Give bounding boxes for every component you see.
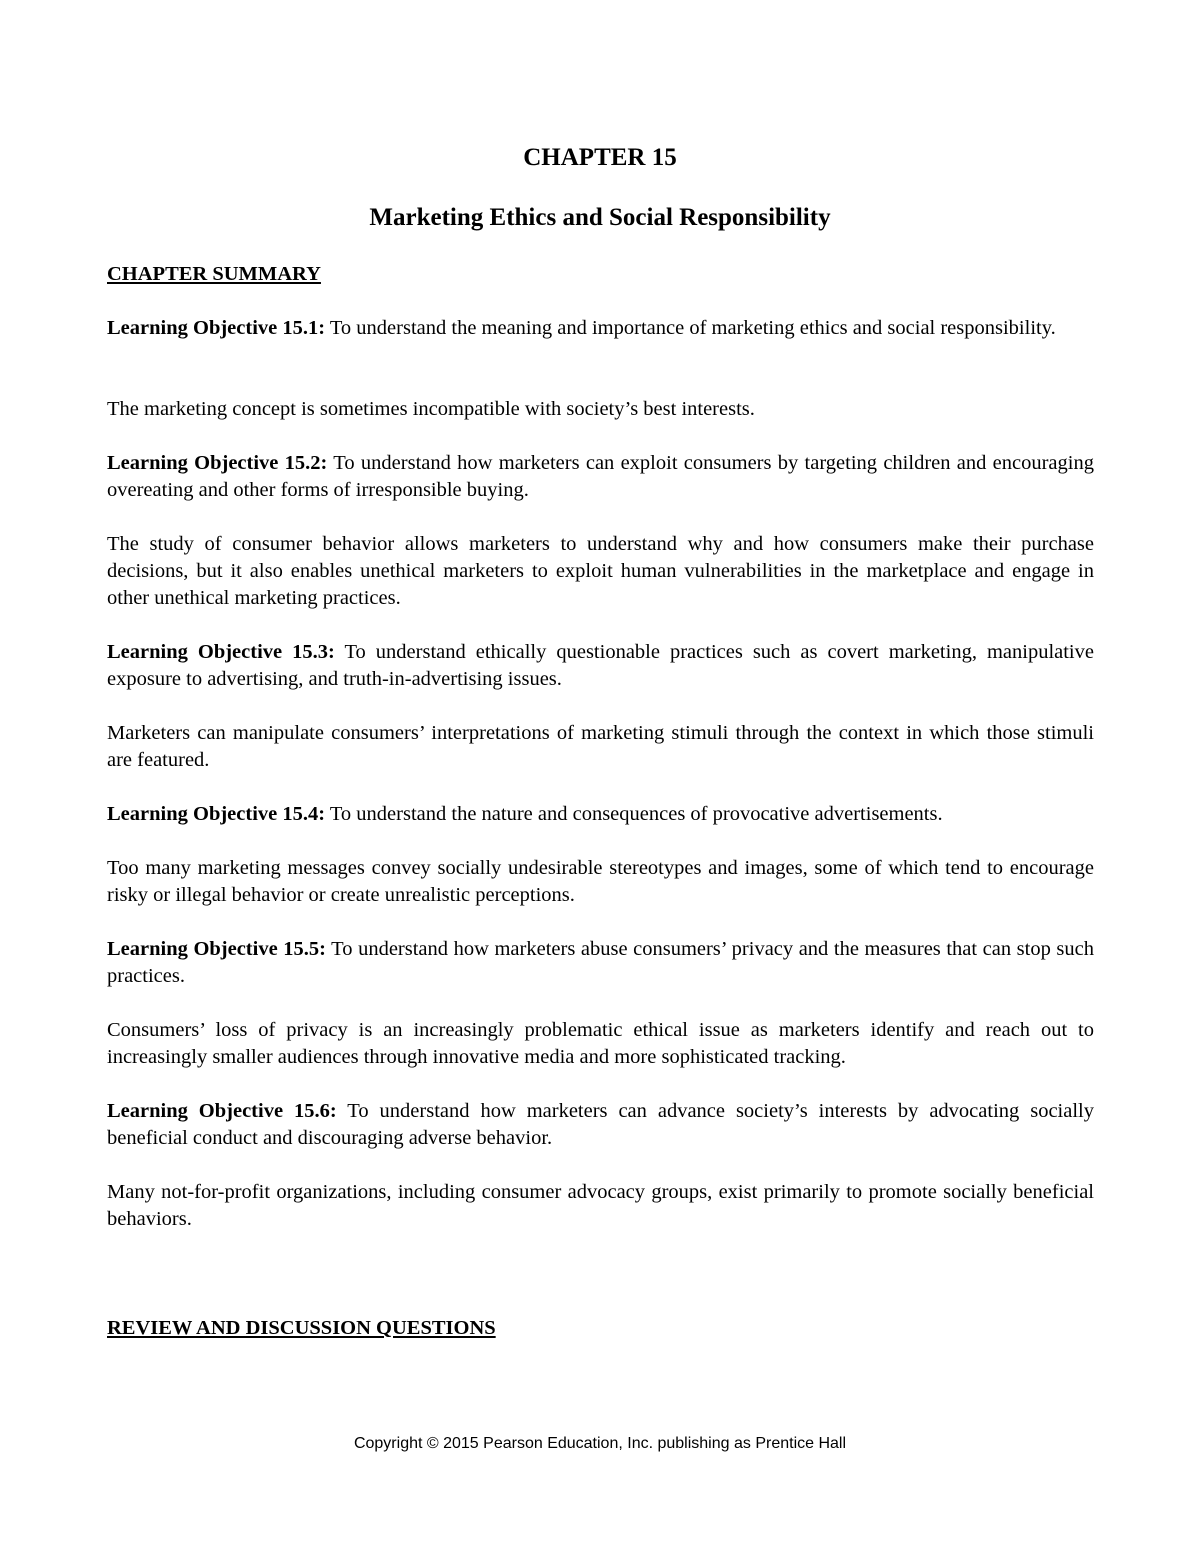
review-questions-heading: REVIEW AND DISCUSSION QUESTIONS bbox=[107, 1317, 496, 1339]
learning-objective-15-1 bbox=[107, 315, 1094, 342]
objective-summary-15-2: The study of consumer behavior allows marketers to understand why and how consumers make their purchase decisions, but it also enables unethical marketers to exploit human vulnerabilities in the marketplace and engage in other unethical marketing practices. bbox=[107, 533, 1094, 609]
objective-text: To understand how marketers can exploit consumers by targeting children and encouraging overeating and other forms of irresponsible buying. bbox=[107, 452, 1094, 501]
learning-objective-15-3 bbox=[107, 639, 1094, 693]
objective-summary-15-3: Marketers can manipulate consumers’ interpretations of marketing stimuli through the context in which those stimuli are featured. bbox=[107, 722, 1094, 771]
objective-text: To understand the meaning and importance of marketing ethics and social responsibility. bbox=[325, 317, 1056, 339]
copyright-footer: Copyright © 2015 Pearson Education, Inc. publishing as Prentice Hall bbox=[353, 1435, 847, 1452]
chapter-title: Marketing Ethics and Social Responsibility bbox=[369, 204, 831, 231]
objective-text: To understand ethically questionable practices such as covert marketing, manipulative exposure to advertising, and truth-in-advertising issues. bbox=[107, 641, 1094, 690]
objective-label: Learning Objective 15.2: bbox=[107, 452, 328, 474]
learning-objective-15-5 bbox=[107, 936, 1094, 990]
objective-summary-15-4: Too many marketing messages convey socially undesirable stereotypes and images, some of which tend to encourage risky or illegal behavior or create unrealistic perceptions. bbox=[107, 857, 1094, 906]
learning-objective-15-4 bbox=[107, 801, 1094, 828]
objective-label: Learning Objective 15.6: bbox=[107, 1100, 337, 1122]
objective-summary-15-5: Consumers’ loss of privacy is an increasingly problematic ethical issue as marketers identify and reach out to increasingly smaller audiences through innovative media and more sophisticated tracking. bbox=[107, 1019, 1094, 1068]
chapter-number: CHAPTER 15 bbox=[523, 144, 677, 171]
objective-label: Learning Objective 15.5: bbox=[107, 938, 326, 960]
objective-label: Learning Objective 15.1: bbox=[107, 317, 326, 339]
objective-summary-15-6: Many not-for-profit organizations, including consumer advocacy groups, exist primarily to promote socially beneficial behaviors. bbox=[107, 1181, 1094, 1230]
objective-label: Learning Objective 15.3: bbox=[107, 641, 335, 663]
chapter-summary-heading: CHAPTER SUMMARY bbox=[107, 263, 321, 285]
objective-label: Learning Objective 15.4: bbox=[107, 803, 326, 825]
objective-text: To understand the nature and consequences of provocative advertisements. bbox=[325, 803, 943, 825]
objective-text: To understand how marketers abuse consumers’ privacy and the measures that can stop such practices. bbox=[107, 938, 1094, 987]
objective-text: To understand how marketers can advance society’s interests by advocating socially beneficial conduct and discouraging adverse behavior. bbox=[107, 1100, 1094, 1149]
learning-objective-15-2 bbox=[107, 450, 1094, 504]
learning-objective-15-6 bbox=[107, 1098, 1094, 1152]
objective-summary-15-1: The marketing concept is sometimes incompatible with society’s best interests. bbox=[107, 398, 755, 420]
